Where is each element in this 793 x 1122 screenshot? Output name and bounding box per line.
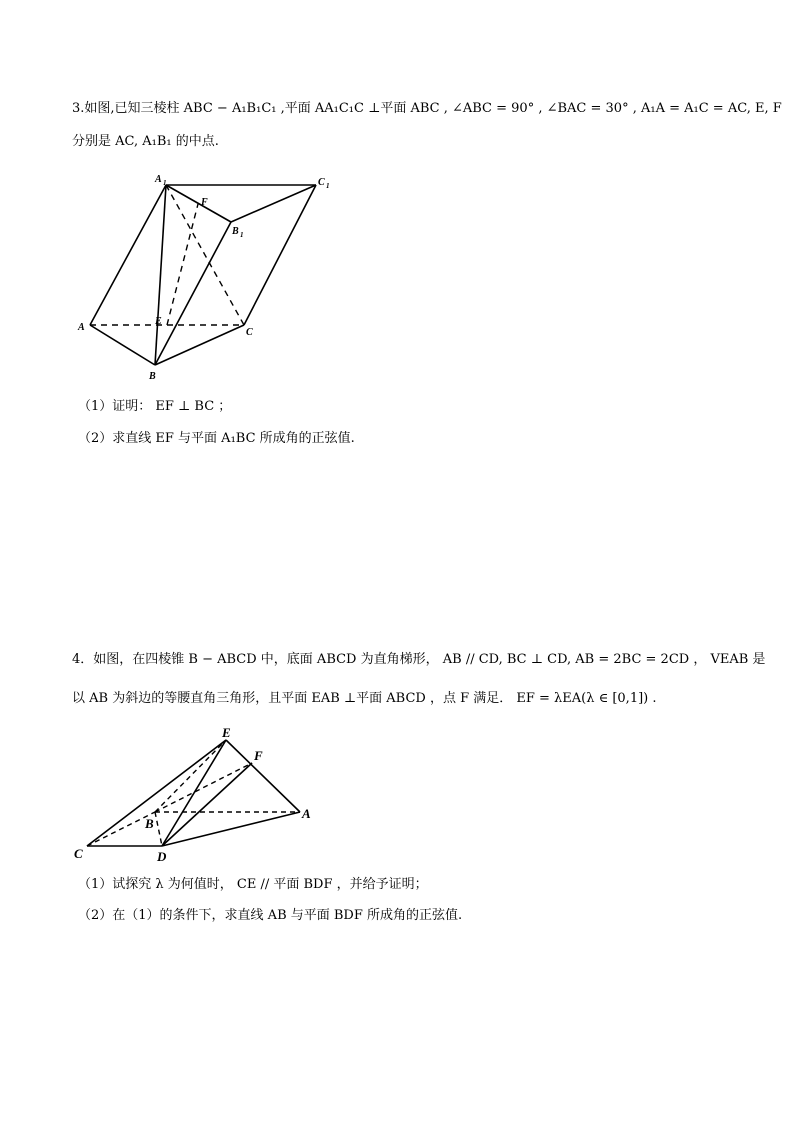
label-B1-sub: 1 [240, 231, 244, 239]
label-C: C [74, 846, 83, 861]
edge-ED [162, 740, 226, 846]
problem3-statement-line1: 3.如图,已知三棱柱 ABC − A₁B₁C₁ ,平面 AA₁C₁C ⊥平面 ABC , ∠ABC = 90° , ∠BAC = 30° , A₁A = A₁C = AC, E, F [72, 101, 782, 116]
problem3-question2: （2）求直线 EF 与平面 A₁BC 所成角的正弦值. [78, 431, 355, 446]
segment-EF-hidden [167, 204, 198, 325]
edge-BE-hidden [155, 740, 226, 812]
label-B: B [145, 816, 154, 831]
label-F: F [254, 748, 263, 763]
label-A: A [78, 322, 85, 333]
edge-DA [162, 812, 300, 846]
problem4-question2: （2）在（1）的条件下，求直线 AB 与平面 BDF 所成角的正弦值. [78, 908, 463, 923]
segment-DF [162, 763, 252, 846]
label-C1: C [318, 177, 325, 188]
problem4-figure [70, 720, 320, 865]
label-F: F [201, 197, 208, 208]
problem4-statement-line2: 以 AB 为斜边的等腰直角三角形，且平面 EAB ⊥平面 ABCD ，点 F 满足． EF = λEA(λ ∈ [0,1]) . [72, 691, 657, 706]
edge-AB [90, 325, 155, 365]
label-A1-sub: 1 [163, 179, 167, 187]
problem3-statement-line2: 分别是 AC, A₁B₁ 的中点. [72, 134, 219, 149]
label-B1: B [232, 226, 239, 237]
problem3-question1: （1）证明： EF ⊥ BC ； [78, 399, 232, 414]
edge-BD-hidden [155, 812, 162, 846]
label-B: B [149, 371, 156, 382]
label-C: C [246, 327, 253, 338]
problem4-question1: （1）试探究 λ 为何值时， CE // 平面 BDF ，并给予证明； [78, 877, 428, 892]
edge-BC [155, 325, 244, 365]
edge-CE [87, 740, 226, 846]
edge-A1B [155, 185, 166, 365]
label-A: A [302, 806, 311, 821]
label-E: E [155, 316, 162, 327]
edge-A1B1 [166, 185, 231, 222]
problem3-figure [70, 168, 350, 383]
edge-B1B [155, 222, 231, 365]
edge-A1A [90, 185, 166, 325]
label-C1-sub: 1 [326, 182, 330, 190]
segment-BF-hidden [155, 763, 252, 812]
edge-C1C [244, 185, 316, 325]
label-D: D [157, 849, 167, 864]
label-A1: A [155, 174, 162, 185]
problem4-statement-line1: 4．如图，在四棱锥 B − ABCD 中，底面 ABCD 为直角梯形， AB // CD, BC ⊥ CD, AB = 2BC = 2CD ， VEAB 是 [72, 652, 766, 667]
edge-B1C1 [231, 185, 316, 222]
label-E: E [222, 725, 231, 740]
